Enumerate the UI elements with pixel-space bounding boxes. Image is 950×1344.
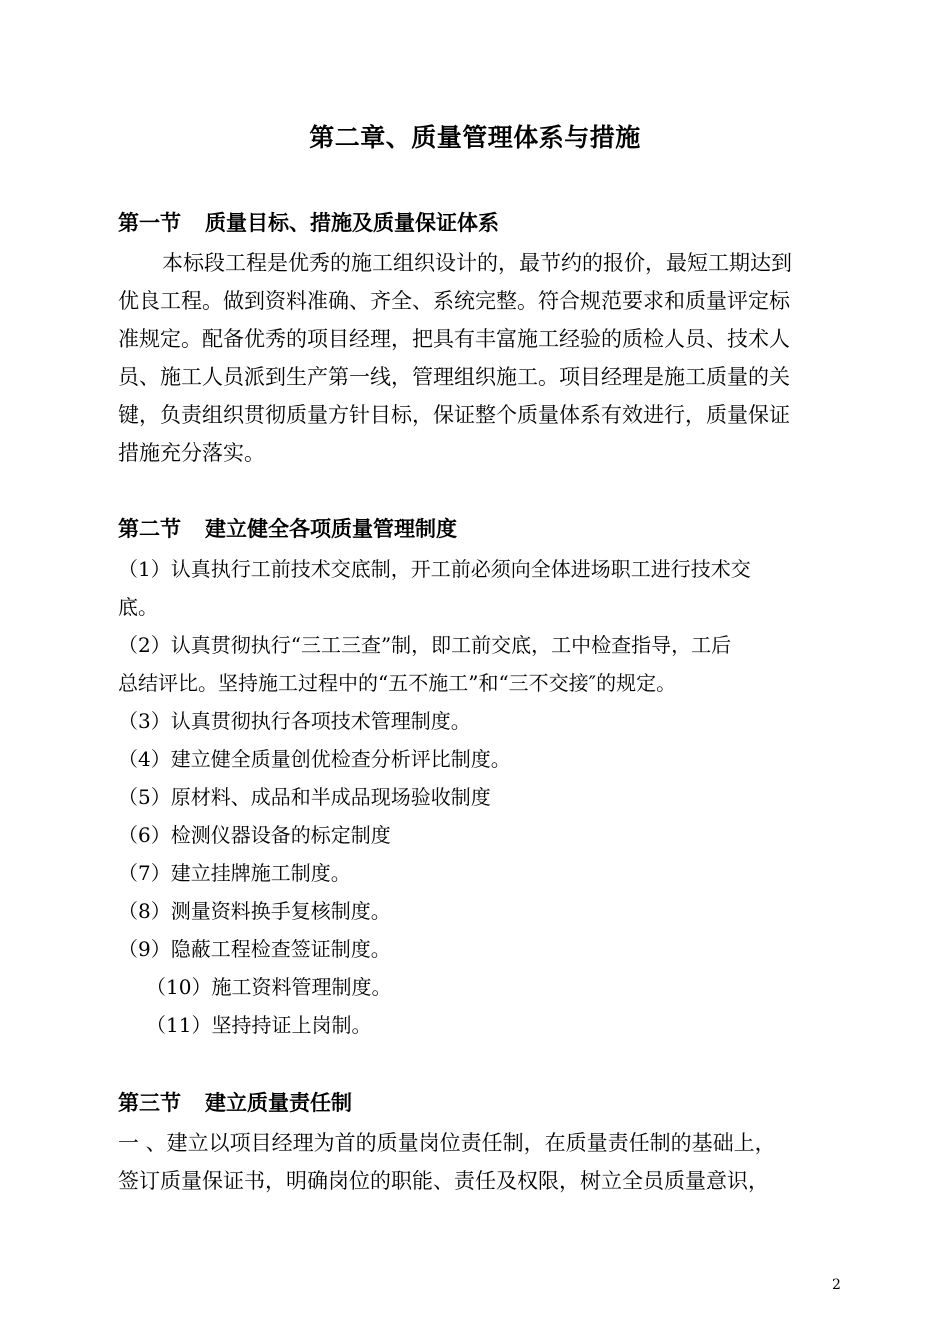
- section-1-title: 质量目标、措施及质量保证体系: [205, 211, 499, 235]
- section-3-paragraph-line: 签订质量保证书，明确岗位的职能、责任及权限，树立全员质量意识，: [118, 1169, 769, 1193]
- rule-item: （6）检测仪器设备的标定制度: [118, 823, 391, 847]
- rule-item: （11）坚持持证上岗制。: [146, 1013, 372, 1037]
- page-number: 2: [832, 1277, 841, 1293]
- rule-item: （5）原材料、成品和半成品现场验收制度: [118, 785, 491, 809]
- rule-item: （10）施工资料管理制度。: [146, 975, 392, 999]
- section-1-number: 第一节: [118, 211, 181, 235]
- section-1-paragraph-line: 本标段工程是优秀的施工组织设计的，最节约的报价，最短工期达到: [162, 251, 792, 275]
- rule-item: （7）建立挂牌施工制度。: [118, 861, 351, 885]
- section-3-title: 建立质量责任制: [205, 1091, 352, 1115]
- section-2-title: 建立健全各项质量管理制度: [205, 517, 457, 541]
- section-2-heading: [118, 514, 457, 544]
- section-3-number: 第三节: [118, 1091, 181, 1115]
- section-3-paragraph-line: 一 、建立以项目经理为首的质量岗位责任制，在质量责任制的基础上，: [118, 1131, 776, 1155]
- rule-item: （8）测量资料换手复核制度。: [118, 899, 391, 923]
- rule-item: （9）隐蔽工程检查签证制度。: [118, 937, 391, 961]
- rule-item: （2）认真贯彻执行“三工三查”制，即工前交底，工中检查指导，工后: [118, 633, 732, 657]
- rule-item: （4）建立健全质量创优检查分析评比制度。: [118, 747, 511, 771]
- section-1-paragraph-line: 优良工程。做到资料准确、齐全、系统完整。符合规范要求和质量评定标: [118, 289, 790, 313]
- rule-item: 总结评比。坚持施工过程中的“五不施工”和“三不交接″的规定。: [118, 671, 677, 695]
- rule-item: （3）认真贯彻执行各项技术管理制度。: [118, 709, 471, 733]
- rule-item: （1）认真执行工前技术交底制，开工前必须向全体进场职工进行技术交: [118, 557, 751, 581]
- section-2-number: 第二节: [118, 517, 181, 541]
- chapter-title: 第二章、质量管理体系与措施: [309, 123, 641, 152]
- section-1-paragraph-line: 键，负责组织贯彻质量方针目标，保证整个质量体系有效进行，质量保证: [118, 403, 790, 427]
- section-1-paragraph-line: 准规定。配备优秀的项目经理，把具有丰富施工经验的质检人员、技术人: [118, 327, 790, 351]
- rule-item: 底。: [118, 595, 158, 619]
- section-1-heading: [118, 208, 499, 238]
- section-1-paragraph-line: 措施充分落实。: [118, 441, 265, 465]
- section-1-paragraph-line: 员、施工人员派到生产第一线，管理组织施工。项目经理是施工质量的关: [118, 365, 790, 389]
- section-3-heading: [118, 1088, 352, 1118]
